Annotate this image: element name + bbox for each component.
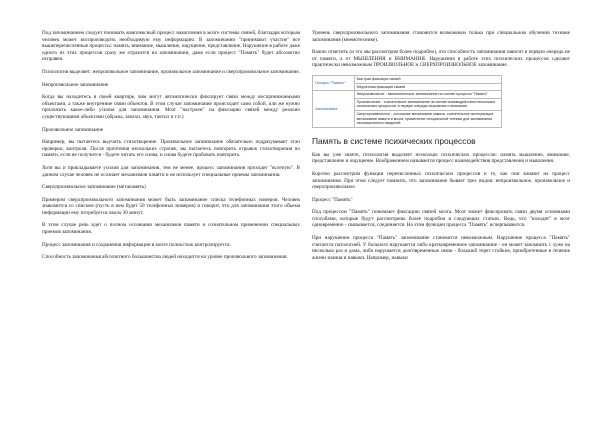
subheading: Непроизвольное запоминание — [42, 81, 109, 88]
paragraph: Например, вы пытаетесь выучить стихотворение. Произвольное запоминание обязательно подразумевает этап проверки, контроля. После прочтения нескольких строчек, вы пытаетесь повторить отрывок стихотворения по памяти, если не получится - будете читать его снова, и снова будете пробовать повторить. — [42, 139, 300, 159]
table-cell: Сверхпроизвольное - осознание механизмов памяти, сознательное эксплуатация механизмов памяти и мозга, применение специальной техники для запоминания неосмысленных сведений — [354, 110, 501, 127]
paragraph: Когда вы находитесь в своей квартире, вам могут автоматически фиксирует связи между воспринимаемыми объектами, а также внутренние связи объектов. В этом случае запоминание происходит само собой, или же нужно приложить какое-либо усилия для запоминания. Мозг "настроен" на фиксацию связей между реально существующими объектами (образы, запахи, звук, тактил и т.п.) — [42, 94, 300, 120]
paragraph: Процесс запоминания и сохранения информации в мозге полностью контролируется. — [42, 241, 231, 248]
right-column — [312, 30, 570, 267]
table-cell: Быстрая фиксация связей — [354, 75, 501, 83]
section-heading: Память в системе психических процессов — [312, 135, 476, 146]
paragraph: Примером сверхпроизвольного запоминания может быть запоминание списка телефонных номеров. Человек знакомится со списком (пусть в нем будет 50 телефонных номеров) и говорит, что для запоминания этого объема информации ему потребуется около 30 минут. — [42, 196, 300, 216]
paragraph: Коротко рассмотрим функции перечисленных психических процессов и то, как они влияют на процесс запоминания. При этом следует помнить, что запоминание бывает трех видов: непроизвольное, произвольное и сверхпроизвольное. — [312, 170, 570, 191]
paragraph: Под запоминанием следует понимать комплексный процесс накопления в мозге системы связей, благодаря которым человек может воспроизводить необходимую ему информацию. В запоминании "принимают участие" все вышеперечисленные процессы: память, внимание, мышление, ощущение, представление. Нарушение в работе даже одного из этих процессов сразу же отразится на запоминании, даже если процесс "Память" будет абсолютно исправен. — [42, 30, 300, 63]
paragraph: Важно отметить (и это мы рассмотрим более подробно), что способность запоминания зависит в первую очередь не от памяти, а от МЫШЛЕНИЯ и ВНИМАНИЯ. Нарушения в работе этих психических процессов сделают практически невозможным ПРОИЗВОЛЬНОЕ и СВЕРХПРОИЗВОЛЬНОЕ запоминание. — [312, 49, 570, 69]
table-label-memory: Процесс "Память" — [313, 75, 355, 90]
paragraph: Психология выделяет: непроизвольное запоминание, произвольное запоминание и сверхпроизвольное запоминание. — [42, 68, 301, 75]
table-label-memorization: Запоминание — [313, 91, 355, 128]
paragraph: Хотя вы и прикладываете усилия для запоминания, тем не менее, процесс запоминания проходит "вслепую". В данном случае человек не осознает механизмов памяти и не использует специальные приемы запоминания. — [42, 164, 300, 178]
paragraph: Уровень сверхпроизвольного запоминания становится возможным только при специальном обучении технике запоминания (мнемотехнике). — [312, 30, 570, 43]
paragraph: В этом случае речь идет о полном осознании механизмов памяти и сознательном применении специальных приемов запоминания. — [42, 222, 300, 236]
table-cell: Непроизвольное - автоматическое запоминание на основе процесса "Память" — [354, 91, 501, 99]
subheading: Сверхпроизвольное запоминание (метапамять) — [42, 184, 146, 191]
left-column — [42, 30, 300, 267]
subheading: Процесс "Память" — [312, 196, 353, 203]
table-cell: Произвольное - сознательное запоминание на основе взаимодействия нескольких психических процессов, в первую очередь мышления и внимания — [354, 98, 501, 110]
paragraph: Способность запоминания абсолютного большинства людей находится на уровне произвольного запоминания. — [42, 254, 288, 261]
paragraph: Как вы уже знаете, психология выделяет несколько психических процессов: память мышление, внимание, представление и ощущение. Воображением называется процесс взаимодействия представления и мышления. — [312, 151, 570, 165]
paragraph: При нарушении процесса "Память" запоминание становится невозможным. Нарушение процесса "Память" считается патологией. У больного нарушается либо кратковременное запоминание - он может запомнить с хуже на несколько раз и дома, либо нарушается долговременные связи - большой терет стойкие, приобретенные в течение жизни знания и навыки. Например, навыки — [312, 235, 570, 261]
paragraph: Под процессом "Память" понимают фиксацию связей мозга. Мозг может фиксировать связи двумя основными способами, которые будут рассмотрены более подробно в следующих статьях. Ведь, что "находят" в мозг одновременно - связывается, соединяется. На этом функции процесса "Память" исчерпываются. — [312, 209, 570, 229]
memory-table — [312, 75, 502, 128]
table-cell: Медленная фиксация связей — [354, 83, 501, 91]
subheading: Произвольное запоминание — [42, 126, 104, 133]
